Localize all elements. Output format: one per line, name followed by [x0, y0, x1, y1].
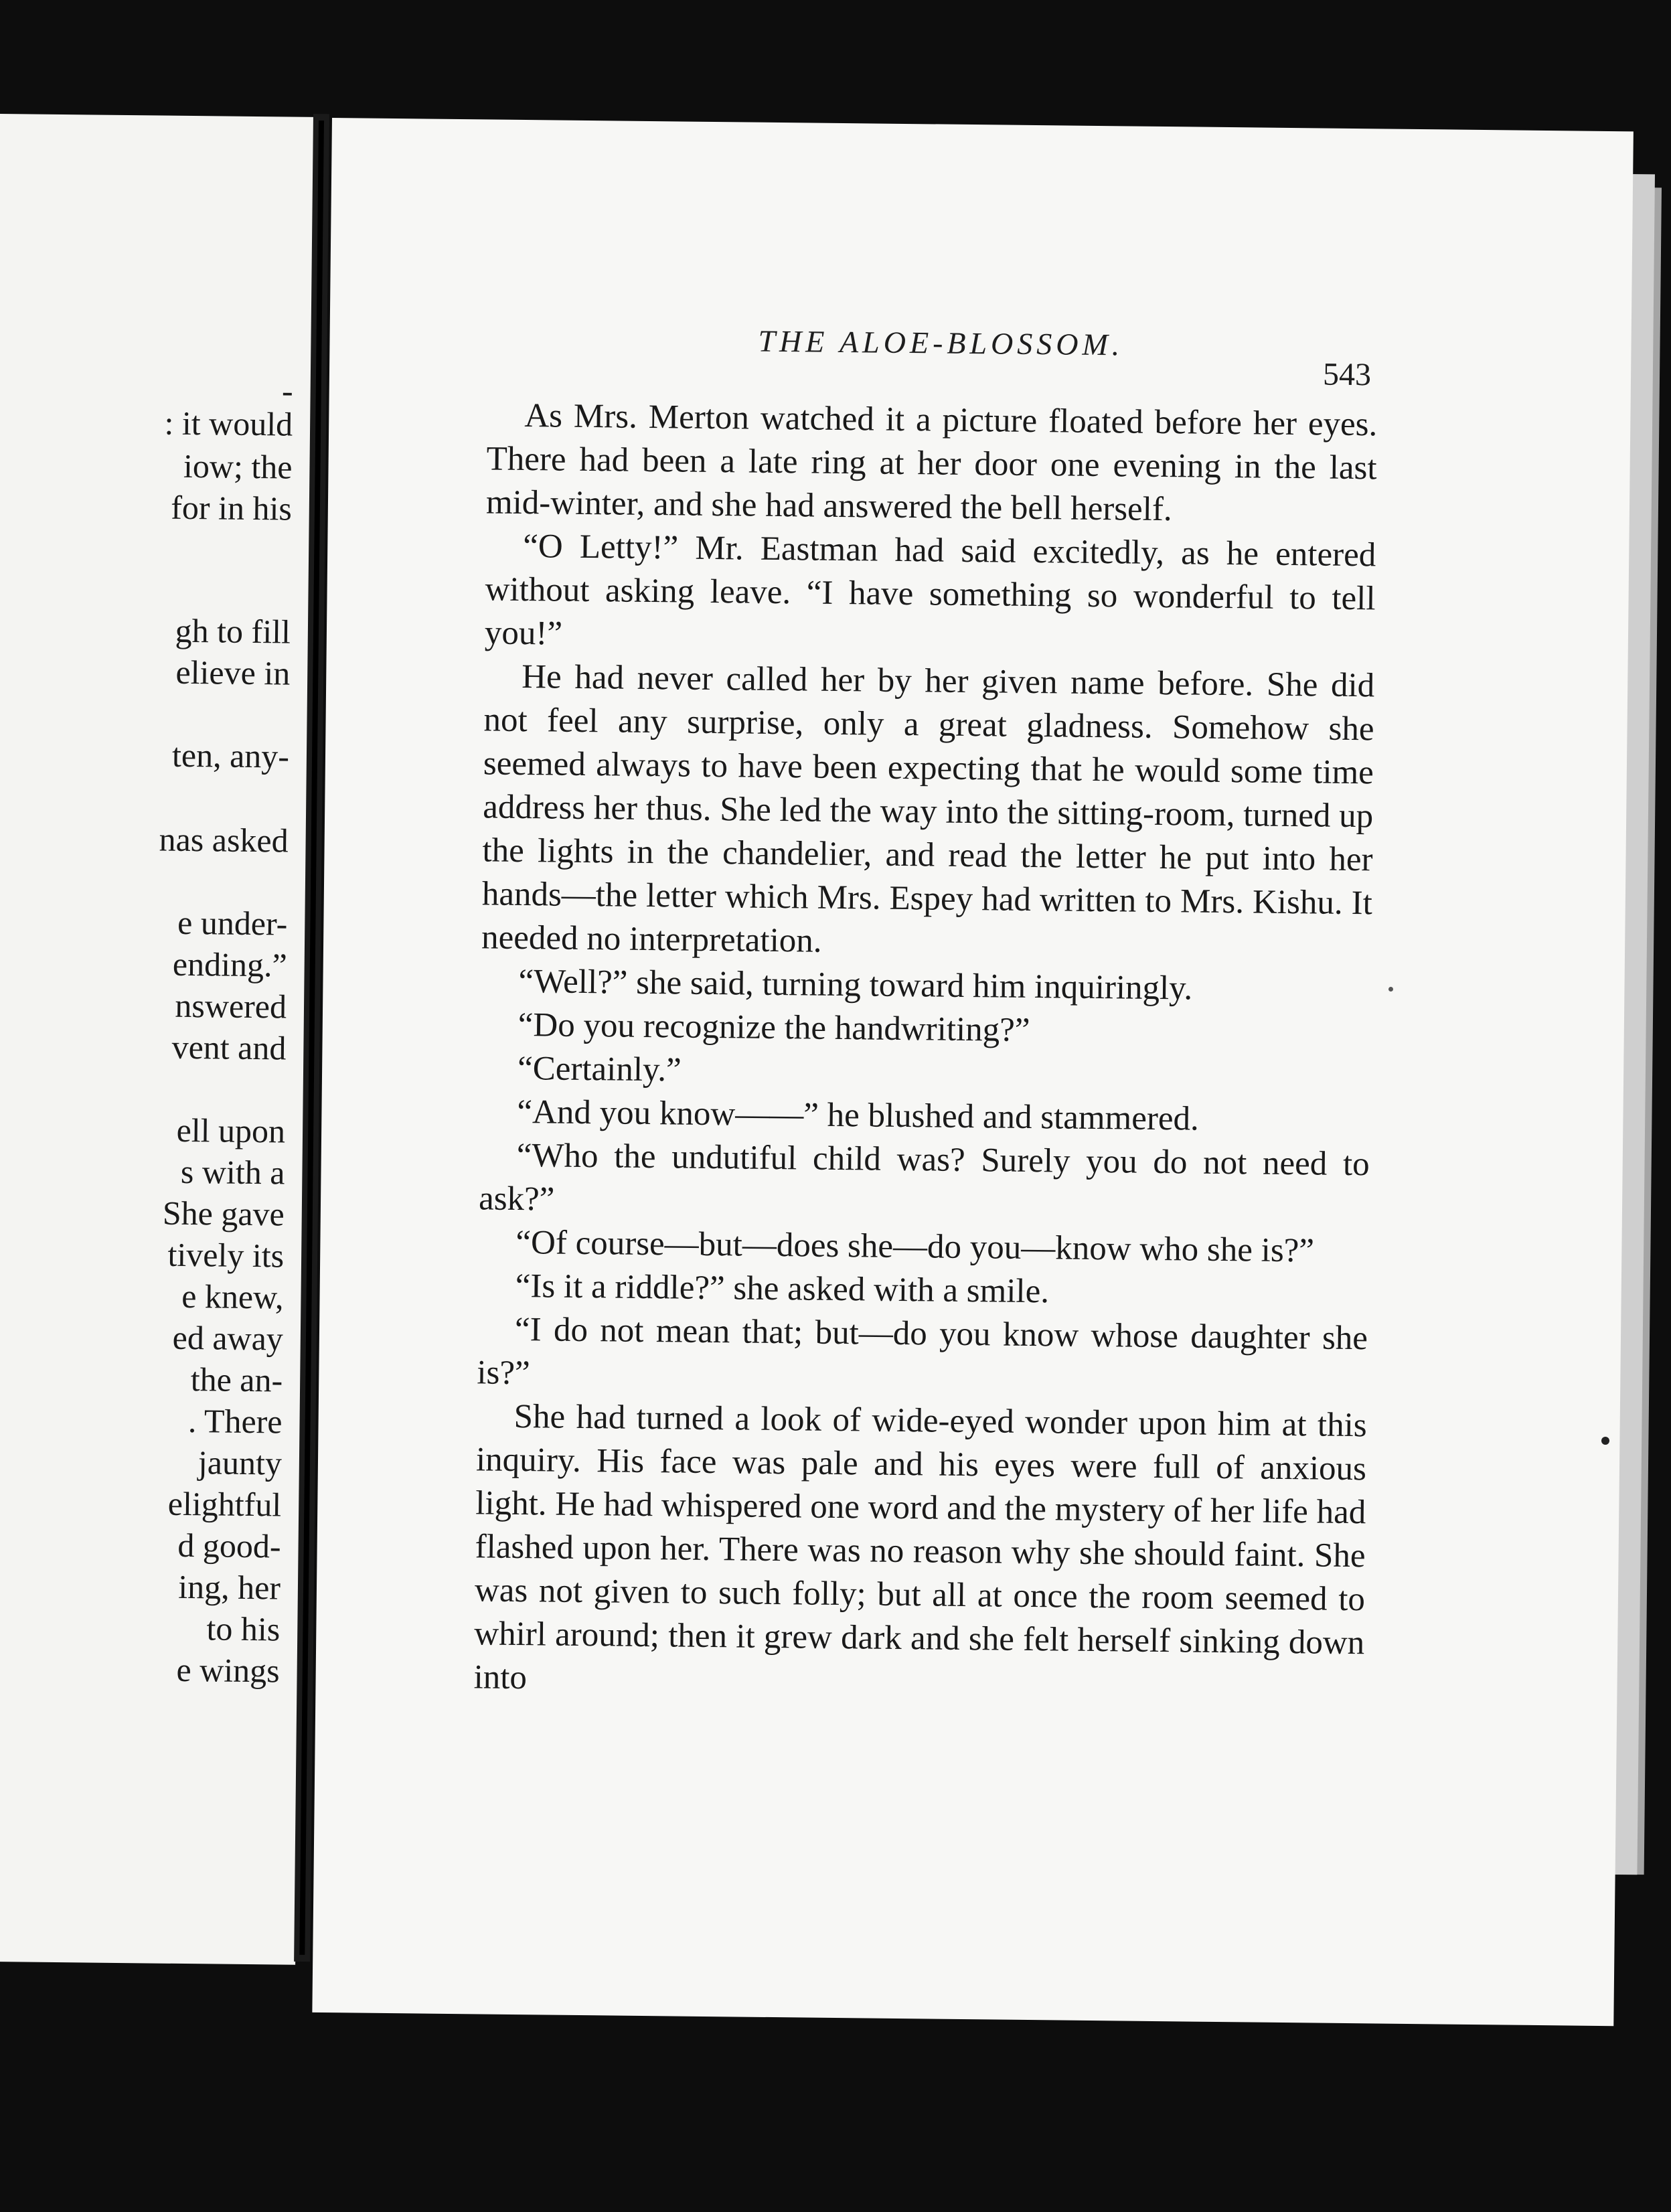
left-page-text-fragments: [82, 114, 296, 1690]
paragraph: “Of course—but—does she—do you—know who she is?”: [515, 1223, 1315, 1270]
paragraph: “Do you recognize the handwriting?”: [518, 1006, 1030, 1049]
paragraph: She had turned a look of wide-eyed wonder upon him at this inquiry. His face was pale and his eyes were full of anxious light. He had whispered one word and the mystery of her life had flashed upon her. There was no reason why she should faint. She was not given to such folly; but all at once the room seemed to whirl around; then it grew dark and she felt herself sinking down into: [473, 1397, 1367, 1697]
left-line: for in his: [171, 488, 293, 528]
left-line: ed away: [172, 1318, 284, 1358]
left-line: s with a: [180, 1152, 285, 1192]
left-line: to his: [206, 1609, 281, 1648]
left-line: nas asked: [159, 820, 289, 860]
left-line: ing, her: [177, 1567, 281, 1607]
left-line: ell upon: [176, 1111, 286, 1150]
left-line: : it would: [164, 404, 293, 443]
paragraph: “Well?” she said, turning toward him inquiringly.: [518, 962, 1193, 1008]
left-line: ending.”: [172, 945, 288, 984]
page-number: 543: [1322, 356, 1372, 393]
left-line: vent and: [171, 1028, 287, 1067]
left-line: d good-: [177, 1526, 281, 1565]
dust-speck: [1601, 1437, 1609, 1445]
left-line: e wings: [176, 1650, 280, 1690]
paragraph: As Mrs. Merton watched it a picture floated before her eyes. There had been a late ring at her door one evening in the last mid-winter, and she had answered the bell herself.: [485, 397, 1378, 529]
left-line: . There: [187, 1402, 283, 1441]
left-line: e under-: [177, 903, 288, 943]
left-line: elieve in: [175, 653, 291, 692]
paragraph: “I do not mean that; but—do you know whose daughter she is?”: [477, 1310, 1368, 1393]
dust-speck: [1388, 987, 1393, 992]
paragraph: “Is it a riddle?” she asked with a smile.: [515, 1267, 1050, 1311]
running-header: THE ALOE-BLOSSOM.: [758, 323, 1124, 362]
paragraph: “Who the undutiful child was? Surely you do not need to ask?”: [478, 1136, 1370, 1218]
left-line: the an-: [190, 1360, 283, 1399]
left-line: iow; the: [183, 447, 293, 486]
paragraph: “Certainly.”: [517, 1049, 682, 1089]
paragraph: He had never called her by her given name before. She did not feel any surprise, only a great gladness. Somehow she seemed always to have been expecting that he would some time address her thus. She led the way into the sitting-room, turned up the lights in the chandelier, and read the letter he put into her hands—the letter which Mrs. Espey had written to Mrs. Kishu. It needed no interpretation.: [481, 658, 1375, 960]
page-body: [473, 394, 1377, 1709]
left-line: e knew,: [181, 1277, 284, 1316]
left-line: She gave: [162, 1194, 285, 1233]
left-line: nswered: [175, 986, 287, 1026]
paragraph: “And you know——” he blushed and stammered.: [517, 1093, 1200, 1138]
left-page: [0, 114, 315, 1965]
right-page: [312, 118, 1634, 2026]
left-line: -: [281, 372, 293, 410]
paragraph: “O Letty!” Mr. Eastman had said excitedly, as he entered without asking leave. “I have something so wonderful to tell you!”: [484, 528, 1376, 653]
left-line: ten, any-: [171, 736, 290, 775]
left-line: jaunty: [197, 1443, 283, 1482]
left-line: tively its: [167, 1235, 285, 1275]
left-line: gh to fill: [175, 611, 291, 651]
left-line: elightful: [167, 1484, 282, 1524]
